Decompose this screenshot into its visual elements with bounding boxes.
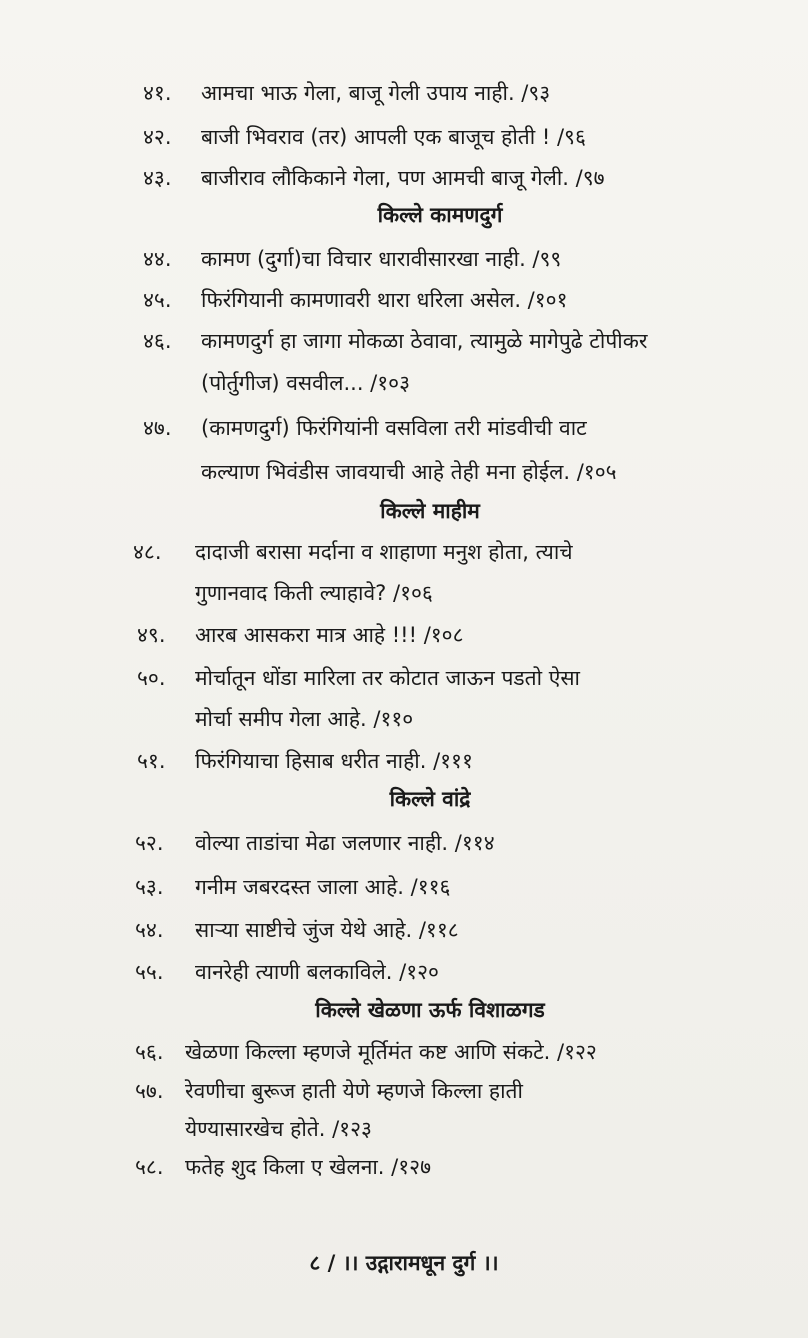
entry-text: कामणदुर्ग हा जागा मोकळा ठेवावा, त्यामुळे मागेपुढे टोपीकर: [201, 329, 648, 353]
entry-43: [143, 163, 605, 193]
entry-46-continuation: (पोर्तुगीज) वसवील... /१०३: [201, 371, 411, 395]
entry-number: ४७.: [143, 416, 172, 440]
entry-49: [137, 620, 464, 650]
entry-number: ४८.: [133, 540, 162, 564]
entry-text: साऱ्या साष्टीचे जुंज येथे आहे. /११८: [195, 918, 459, 942]
entry-number: ५८.: [135, 1155, 164, 1179]
entry-text: गनीम जबरदस्त जाला आहे. /११६: [195, 875, 451, 899]
entry-number: ५०.: [137, 666, 166, 690]
page-footer: ८ / ।। उद्गारामधून दुर्ग ।।: [309, 1251, 499, 1275]
entry-number: ४४.: [143, 247, 172, 271]
section-heading-mahim: किल्ले माहीम: [380, 499, 480, 523]
entry-57: [135, 1076, 523, 1106]
entry-text: दादाजी बरासा मर्दाना व शाहाणा मनुश होता, त्याचे: [195, 540, 573, 564]
entry-number: ४१.: [143, 81, 172, 105]
entry-50: [137, 663, 580, 693]
entry-number: ४९.: [137, 623, 166, 647]
entry-50-continuation: मोर्चा समीप गेला आहे. /११०: [195, 707, 414, 731]
entry-number: ४३.: [143, 166, 172, 190]
entry-number: ५५.: [135, 960, 164, 984]
section-heading-kamandurg: किल्ले कामणदुर्ग: [377, 203, 503, 227]
entry-text: मोर्चातून धोंडा मारिला तर कोटात जाऊन पडतो ऐसा: [195, 666, 580, 690]
entry-47: [143, 413, 587, 443]
entry-text: बाजीराव लौकिकाने गेला, पण आमची बाजू गेली. /९७: [201, 166, 605, 190]
entry-number: ५४.: [135, 918, 164, 942]
entry-number: ५२.: [135, 831, 164, 855]
entry-45: [143, 285, 568, 315]
entry-42: [143, 122, 586, 152]
entry-text: (कामणदुर्ग) फिरंगियांनी वसविला तरी मांडवीची वाट: [201, 416, 587, 440]
entry-55: [135, 957, 439, 987]
entry-57-continuation: येण्यासारखेच होते. /१२३: [185, 1117, 372, 1141]
entry-text: खेळणा किल्ला म्हणजे मूर्तिमंत कष्ट आणि संकटे. /१२२: [185, 1040, 597, 1064]
entry-number: ४२.: [143, 125, 172, 149]
entry-text: आमचा भाऊ गेला, बाजू गेली उपाय नाही. /९३: [201, 81, 551, 105]
entry-47-continuation: कल्याण भिवंडीस जावयाची आहे तेही मना होईल. /१०५: [201, 460, 617, 484]
entry-53: [135, 872, 450, 902]
section-heading-khelna: किल्ले खेळणा ऊर्फ विशाळगड: [315, 998, 545, 1022]
entry-number: ५६.: [135, 1040, 164, 1064]
entry-54: [135, 915, 459, 945]
entry-text: वानरेही त्याणी बलकाविले. /१२०: [195, 960, 439, 984]
entry-text: फिरंगियानी कामणावरी थारा धरिला असेल. /१०१: [201, 288, 568, 312]
entry-number: ४५.: [143, 288, 172, 312]
entry-48-continuation: गुणानवाद किती ल्याहावे? /१०६: [195, 581, 433, 605]
entry-46: [143, 326, 647, 356]
entry-text: आरब आसकरा मात्र आहे !!! /१०८: [195, 623, 464, 647]
entry-48: [133, 537, 573, 567]
entry-text: फिरंगियाचा हिसाब धरीत नाही. /१११: [195, 749, 473, 773]
entry-41: [143, 78, 550, 108]
entry-number: ५३.: [135, 875, 164, 899]
entry-text: रेवणीचा बुरूज हाती येणे म्हणजे किल्ला हाती: [185, 1079, 523, 1103]
entry-text: फतेह शुद किला ए खेलना. /१२७: [185, 1155, 431, 1179]
entry-text: वोल्या ताडांचा मेढा जलणार नाही. /११४: [195, 831, 495, 855]
entry-44: [143, 244, 561, 274]
section-heading-vandre: किल्ले वांद्रे: [389, 787, 471, 811]
entry-52: [135, 828, 495, 858]
entry-number: ४६.: [143, 329, 172, 353]
entry-text: बाजी भिवराव (तर) आपली एक बाजूच होती ! /९६: [201, 125, 586, 149]
entry-number: ५१.: [137, 749, 166, 773]
entry-58: [135, 1152, 431, 1182]
entry-number: ५७.: [135, 1079, 164, 1103]
entry-51: [137, 746, 473, 776]
entry-text: कामण (दुर्गा)चा विचार धारावीसारखा नाही. /९९: [201, 247, 562, 271]
entry-56: [135, 1037, 597, 1067]
